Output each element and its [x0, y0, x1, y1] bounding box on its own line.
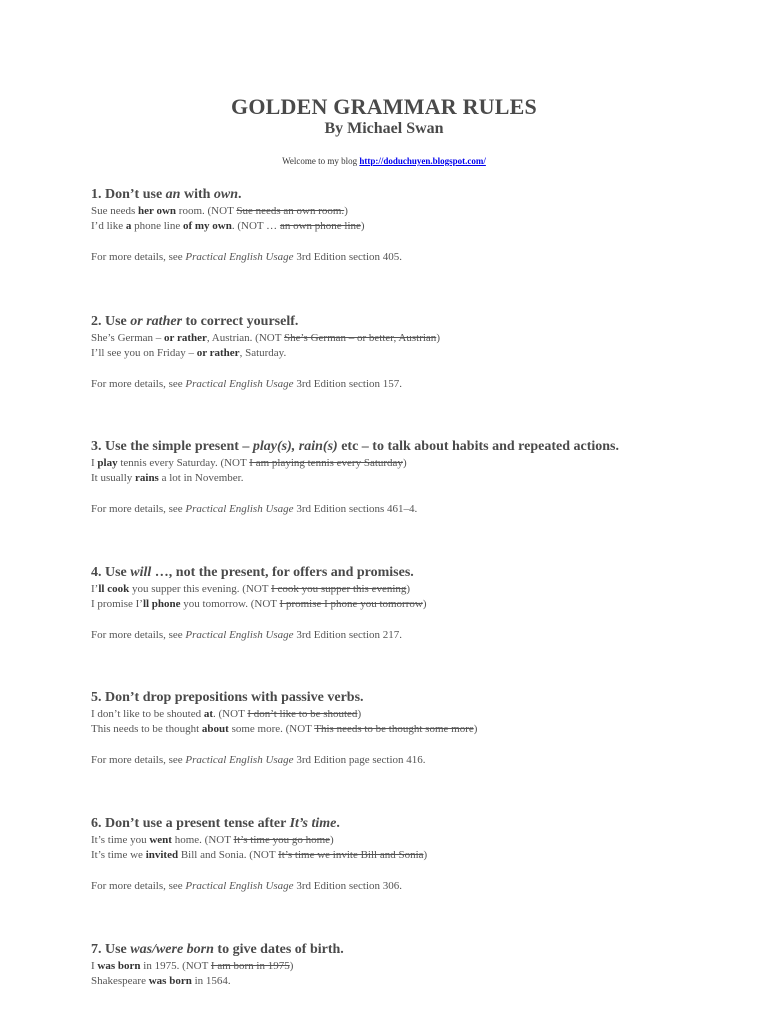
more-text: For more details, see: [91, 251, 186, 263]
wrong-example: I promise I phone you tomorrow: [279, 598, 423, 610]
more-text: 3rd Edition section 217.: [293, 629, 403, 641]
example-text: ): [423, 849, 428, 861]
more-details: [91, 502, 731, 517]
example-text: a lot in November.: [158, 472, 244, 484]
example-line: [91, 456, 731, 471]
example-bold: ll cook: [98, 583, 130, 595]
heading-text: with: [180, 187, 214, 202]
heading-text: .: [336, 816, 340, 831]
example-line: [91, 848, 731, 863]
example-text: phone line: [131, 220, 183, 232]
rule-3: [91, 438, 731, 517]
wrong-example: I don’t like to be shouted: [247, 708, 358, 720]
wrong-example: I am born in 1975: [210, 960, 290, 972]
heading-text: 7. Use: [91, 942, 131, 957]
example-bold: or rather: [196, 347, 240, 359]
example-text: Bill and Sonia. (NOT: [178, 849, 279, 861]
more-text: 3rd Edition page section 416.: [293, 754, 426, 766]
example-line: [91, 722, 731, 737]
example-text: ): [436, 332, 440, 344]
example-line: [91, 219, 731, 234]
heading-text: 3. Use the simple present –: [91, 439, 253, 454]
heading-text: …, not the present, for offers and promises.: [151, 565, 414, 580]
heading-text: to give dates of birth.: [213, 942, 344, 957]
book-title: Practical English Usage: [185, 503, 294, 515]
rule-6: [91, 815, 731, 894]
example-text: . (NOT: [213, 708, 248, 720]
example-text: ): [422, 598, 427, 610]
example-text: ): [289, 960, 294, 972]
example-text: ): [402, 457, 407, 469]
heading-emphasis: will: [130, 565, 152, 580]
heading-emphasis: It’s time: [289, 816, 337, 831]
example-bold: about: [201, 723, 229, 735]
example-text: I’d like: [91, 220, 126, 232]
rule-heading: 5. Don’t drop prepositions with passive verbs.: [91, 690, 364, 705]
rule-heading: [91, 941, 731, 959]
heading-text: 4. Use: [91, 565, 131, 580]
heading-text: etc – to talk about habits and repeated actions.: [337, 439, 619, 454]
example-text: ): [406, 583, 411, 595]
example-text: It’s time you: [91, 834, 150, 846]
rule-heading: [91, 564, 731, 582]
example-line: [91, 582, 731, 597]
more-text: 3rd Edition sections 461–4.: [293, 503, 418, 515]
example-bold: invited: [145, 849, 179, 861]
rule-heading: [91, 186, 731, 204]
example-bold: was born: [148, 975, 192, 987]
wrong-example: It’s time you go home: [233, 834, 331, 846]
example-text: . (NOT …: [231, 220, 280, 232]
wrong-example: She’s German – or better, Austrian: [284, 332, 437, 344]
more-details: [91, 250, 731, 265]
example-text: , Austrian. (NOT: [206, 332, 284, 344]
example-text: I’ll see you on Friday –: [91, 347, 197, 359]
example-bold: play: [97, 457, 118, 469]
rule-7: [91, 941, 731, 989]
more-text: 3rd Edition section 306.: [293, 880, 403, 892]
book-title: Practical English Usage: [185, 754, 294, 766]
rule-2: [91, 313, 731, 392]
example-text: I’: [91, 583, 99, 595]
blog-link[interactable]: http://doduchuyen.blogspot.com/: [359, 156, 486, 166]
heading-emphasis: or rather: [130, 314, 183, 329]
example-bold: went: [149, 834, 172, 846]
more-text: For more details, see: [91, 754, 186, 766]
more-text: 3rd Edition section 405.: [293, 251, 403, 263]
example-text: It’s time we: [91, 849, 146, 861]
example-text: some more. (NOT: [228, 723, 315, 735]
example-text: Shakespeare: [91, 975, 149, 987]
example-text: in 1564.: [191, 975, 231, 987]
more-text: 3rd Edition section 157.: [293, 378, 403, 390]
more-details: [91, 879, 731, 894]
example-text: ): [473, 723, 478, 735]
example-line: [91, 959, 731, 974]
wrong-example: This needs to be thought some more: [314, 723, 474, 735]
example-text: home. (NOT: [171, 834, 234, 846]
example-bold: rains: [135, 472, 159, 484]
example-bold: ll phone: [142, 598, 181, 610]
example-bold: of my own: [182, 220, 232, 232]
example-text: ): [357, 708, 362, 720]
example-text: I: [91, 457, 98, 469]
example-line: [91, 707, 731, 722]
book-title: Practical English Usage: [185, 880, 294, 892]
book-title: Practical English Usage: [185, 378, 294, 390]
heading-text: 2. Use: [91, 314, 131, 329]
example-text: you supper this evening. (NOT: [129, 583, 272, 595]
wrong-example: an own phone line: [279, 220, 361, 232]
example-line: [91, 974, 731, 989]
rule-heading: [91, 313, 731, 331]
wrong-example: It’s time we invite Bill and Sonia: [278, 849, 424, 861]
more-text: For more details, see: [91, 503, 186, 515]
page-title: GOLDEN GRAMMAR RULES: [231, 94, 537, 119]
example-bold: at: [203, 708, 214, 720]
more-details: [91, 628, 731, 643]
author-line: By Michael Swan: [324, 120, 444, 137]
rule-5: [91, 689, 731, 768]
book-title: Practical English Usage: [185, 629, 294, 641]
example-text: She’s German –: [91, 332, 165, 344]
rule-4: [91, 564, 731, 643]
heading-text: to correct yourself.: [182, 314, 299, 329]
example-bold: her own: [138, 205, 177, 217]
example-text: ): [344, 205, 348, 217]
example-line: [91, 471, 731, 486]
rule-heading: [91, 438, 731, 456]
heading-emphasis: own: [213, 187, 239, 202]
example-text: I: [91, 960, 98, 972]
example-text: you tomorrow. (NOT: [180, 598, 280, 610]
example-text: Sue needs: [91, 205, 139, 217]
heading-emphasis: was/were born: [130, 942, 214, 957]
example-line: [91, 597, 731, 612]
example-text: ): [330, 834, 334, 846]
heading-emphasis: play(s), rain(s): [252, 439, 338, 454]
example-text: It usually: [91, 472, 135, 484]
heading-text: .: [238, 187, 242, 202]
example-line: [91, 204, 731, 219]
example-text: in 1975. (NOT: [140, 960, 211, 972]
heading-text: 1. Don’t use: [91, 187, 166, 202]
example-line: [91, 346, 731, 361]
example-bold: or rather: [164, 332, 207, 344]
more-details: [91, 377, 731, 392]
more-details: [91, 753, 731, 768]
example-text: tennis every Saturday. (NOT: [117, 457, 250, 469]
welcome-text: Welcome to my blog: [282, 156, 360, 166]
more-text: For more details, see: [91, 880, 186, 892]
welcome-line: [0, 156, 768, 166]
example-bold: a: [125, 220, 132, 232]
heading-text: 6. Don’t use a present tense after: [91, 816, 290, 831]
rule-heading: [91, 815, 731, 833]
more-text: For more details, see: [91, 629, 186, 641]
wrong-example: Sue needs an own room.: [236, 205, 345, 217]
more-text: For more details, see: [91, 378, 186, 390]
example-text: room. (NOT: [176, 205, 237, 217]
rule-1: [91, 186, 731, 265]
heading-emphasis: an: [165, 187, 181, 202]
book-title: Practical English Usage: [185, 251, 294, 263]
wrong-example: I cook you supper this evening: [271, 583, 407, 595]
example-text: I promise I’: [91, 598, 143, 610]
example-line: [91, 331, 731, 346]
example-line: [91, 833, 731, 848]
example-bold: was born: [97, 960, 141, 972]
example-text: , Saturday.: [239, 347, 287, 359]
example-text: This needs to be thought: [91, 723, 202, 735]
example-text: I don’t like to be shouted: [91, 708, 204, 720]
example-text: ): [360, 220, 365, 232]
wrong-example: I am playing tennis every Saturday: [249, 457, 403, 469]
